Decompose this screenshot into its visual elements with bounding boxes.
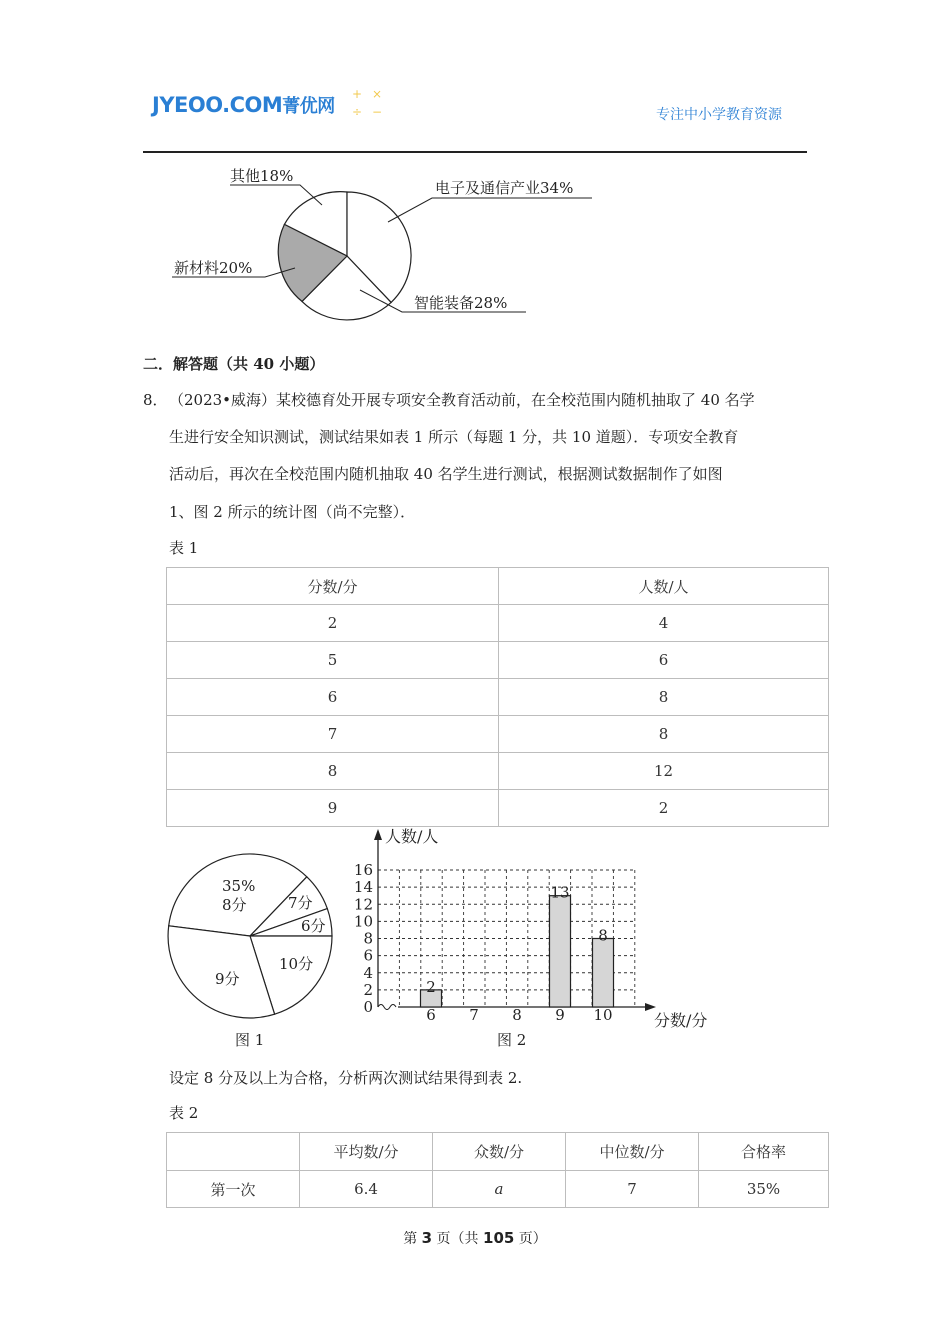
table-row — [167, 753, 829, 790]
table-header-cell: 众数/分 — [433, 1133, 566, 1171]
table-cell: 12 — [499, 753, 829, 790]
table-cell: 6.4 — [300, 1171, 433, 1208]
question-number: 8． — [143, 391, 168, 409]
svg-text:×: × — [372, 87, 383, 101]
question-line-1: （2023•威海）某校德育处开展专项安全教育活动前，在全校范围内随机抽取了 40 名学 — [169, 391, 755, 409]
table-header-row — [167, 568, 829, 605]
table-cell: 6 — [499, 642, 829, 679]
footer-suffix: 页） — [514, 1231, 547, 1247]
table-cell: 5 — [167, 642, 499, 679]
page-footer — [0, 1228, 950, 1248]
fig1-label-8: 8分 — [222, 896, 247, 914]
industry-pie-chart — [160, 160, 620, 330]
pie-label-other: 其他18% — [230, 167, 294, 185]
pie-label-smart-equipment: 智能装备28% — [414, 294, 508, 312]
table1-caption: 表 1 — [169, 539, 199, 557]
axis-break-icon — [378, 1005, 396, 1010]
footer-page-number: 3 — [421, 1229, 433, 1247]
table-row — [167, 716, 829, 753]
table-cell: 4 — [499, 605, 829, 642]
table-header-cell: 人数/人 — [499, 568, 829, 605]
table-cell: 2 — [499, 790, 829, 827]
logo-cn: 菁优网 — [282, 96, 335, 117]
bar-value-label: 8 — [598, 926, 608, 945]
fig1-label-7: 7分 — [288, 894, 313, 912]
bar-value-label: 2 — [426, 977, 436, 996]
bars — [421, 884, 614, 1007]
table-cell: 2 — [167, 605, 499, 642]
question-line-4: 1、图 2 所示的统计图（尚不完整）． — [169, 503, 416, 521]
fig1-label-35pct: 35% — [222, 877, 256, 895]
y-tick-label: 14 — [353, 878, 373, 897]
svg-text:+: + — [352, 87, 363, 101]
table-row — [167, 679, 829, 716]
bar-10 — [593, 939, 614, 1008]
table-header-cell: 分数/分 — [167, 568, 499, 605]
table-cell: 6 — [167, 679, 499, 716]
x-tick-label: 10 — [593, 1006, 613, 1024]
table-header-row — [167, 1133, 829, 1171]
fig1-caption: 图 1 — [235, 1031, 265, 1049]
table-cell: 7 — [167, 716, 499, 753]
y-axis-label: 人数/人 — [385, 827, 439, 846]
x-tick-label: 8 — [512, 1006, 522, 1024]
fig1-label-9: 9分 — [215, 970, 240, 988]
pie-label-new-material: 新材料20% — [174, 259, 253, 277]
fig1-label-6: 6分 — [301, 917, 326, 935]
bar-value-label: 13 — [550, 883, 570, 902]
pie-label-electronics: 电子及通信产业34% — [435, 179, 574, 197]
table-cell: 第一次 — [167, 1171, 300, 1208]
table-row — [167, 642, 829, 679]
svg-text:−: − — [372, 105, 383, 119]
math-symbols-icon — [350, 86, 390, 120]
x-tick-label: 6 — [426, 1006, 436, 1024]
footer-total-pages: 105 — [483, 1229, 515, 1247]
fig2-caption: 图 2 — [497, 1031, 527, 1049]
table-cell: 7 — [566, 1171, 699, 1208]
site-logo[interactable] — [152, 92, 335, 118]
table-cell: 35% — [699, 1171, 829, 1208]
bar-9 — [550, 896, 571, 1007]
figure-1-pie — [160, 850, 345, 1055]
footer-middle: 页（共 — [432, 1231, 484, 1247]
y-axis-arrow — [374, 829, 382, 840]
header-divider — [143, 151, 807, 153]
question-line-3: 活动后，再次在全校范围内随机抽取 40 名学生进行测试，根据测试数据制作了如图 — [169, 465, 723, 483]
table-cell: 8 — [499, 716, 829, 753]
table-row — [167, 605, 829, 642]
table-header-cell: 合格率 — [699, 1133, 829, 1171]
table-header-cell: 中位数/分 — [566, 1133, 699, 1171]
logo-text: JYEOO.COM — [152, 93, 283, 117]
score-table-1 — [166, 567, 829, 827]
y-tick-label: 16 — [353, 861, 373, 879]
y-tick-label: 2 — [363, 980, 373, 999]
question-line-2: 生进行安全知识测试，测试结果如表 1 所示（每题 1 分，共 10 道题）．专项安全教育 — [169, 428, 739, 446]
score-table-2 — [166, 1132, 829, 1208]
table-cell: a — [433, 1171, 566, 1208]
table-header-cell: 平均数/分 — [300, 1133, 433, 1171]
y-tick-label: 10 — [353, 912, 373, 931]
y-tick-label: 6 — [363, 946, 373, 965]
table-cell: 8 — [167, 753, 499, 790]
footer-prefix: 第 — [403, 1231, 422, 1247]
qualification-note: 设定 8 分及以上为合格，分析两次测试结果得到表 2. — [169, 1069, 523, 1087]
x-tick-labels — [426, 1006, 612, 1024]
y-tick-label: 8 — [363, 929, 373, 948]
x-axis-label: 分数/分 — [654, 1011, 708, 1030]
svg-text:÷: ÷ — [352, 105, 363, 119]
table-cell: 8 — [499, 679, 829, 716]
table-row — [167, 1171, 829, 1208]
table-cell: 9 — [167, 790, 499, 827]
header-tagline: 专注中小学教育资源 — [656, 107, 782, 123]
fig1-label-10: 10分 — [279, 955, 314, 973]
x-tick-label: 7 — [469, 1006, 479, 1024]
y-tick-labels — [354, 861, 373, 1016]
leader-line-electronics — [388, 198, 592, 222]
x-tick-label: 9 — [555, 1006, 565, 1024]
y-tick-label: 4 — [363, 963, 373, 982]
figure-2-bar-chart — [345, 820, 725, 1055]
x-axis-arrow — [645, 1003, 656, 1011]
table-header-cell — [167, 1133, 300, 1171]
table2-caption: 表 2 — [169, 1104, 199, 1122]
y-tick-label: 0 — [363, 998, 373, 1016]
y-tick-label: 12 — [353, 895, 373, 914]
section-title: 二．解答题（共 40 小题） — [143, 355, 325, 373]
